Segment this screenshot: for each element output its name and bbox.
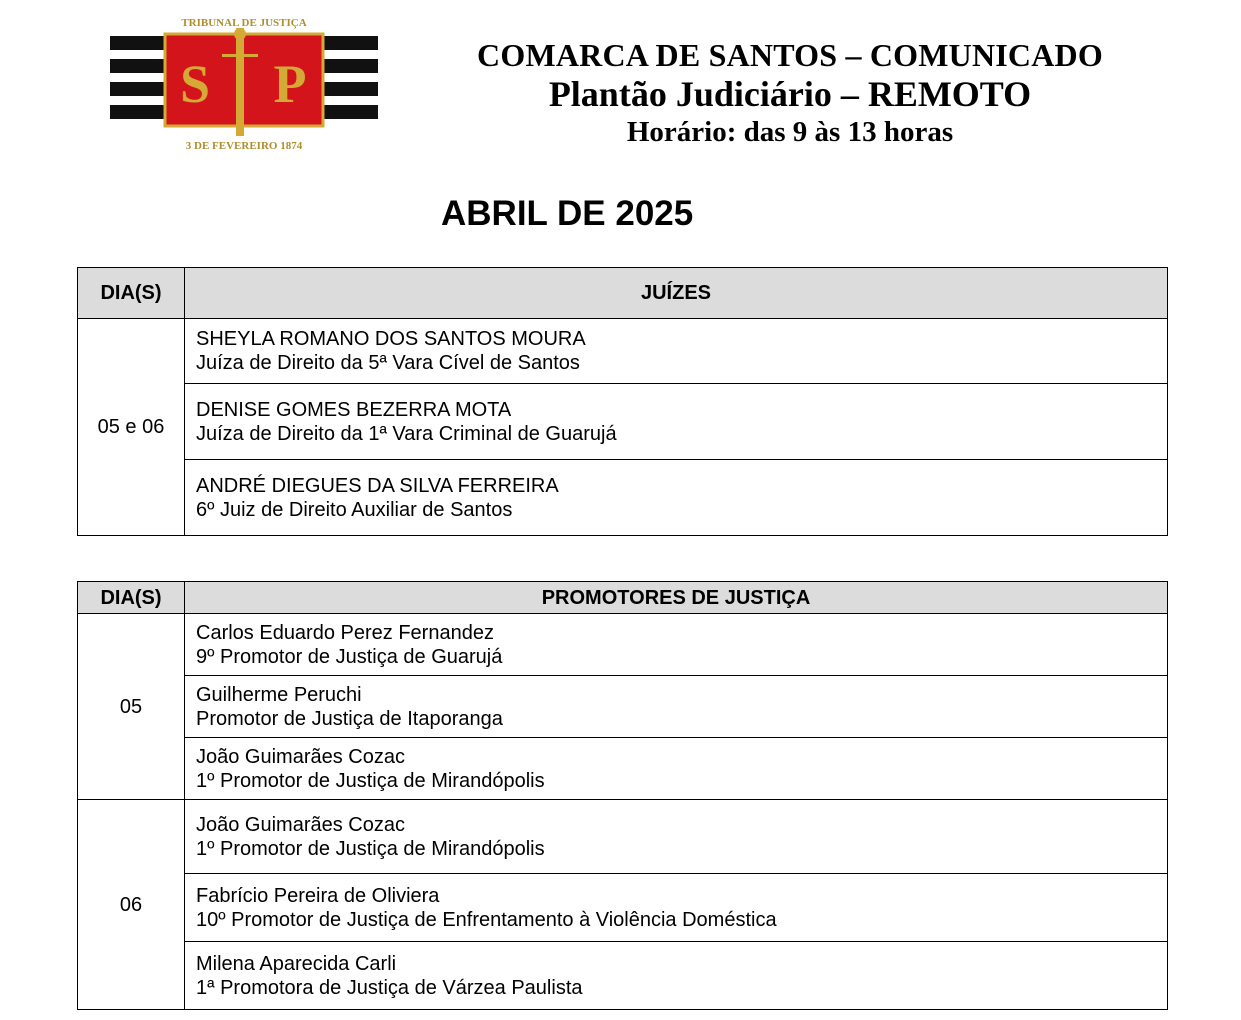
judge-role: Juíza de Direito da 5ª Vara Cível de Santos <box>196 352 580 374</box>
prosecutors-col-people: PROMOTORES DE JUSTIÇA <box>185 582 1168 614</box>
prosecutors-day-cell: 06 <box>78 800 185 1010</box>
prosecutor-name: Guilherme Peruchi <box>196 683 362 706</box>
prosecutor-cell <box>185 738 1168 800</box>
judge-cell <box>185 384 1168 460</box>
prosecutor-name: João Guimarães Cozac <box>196 745 405 768</box>
judge-cell <box>185 319 1168 384</box>
prosecutor-role: 10º Promotor de Justiça de Enfrentamento à Violência Doméstica <box>196 908 777 931</box>
table-row <box>78 738 1168 800</box>
table-row <box>78 874 1168 942</box>
table-row <box>78 614 1168 676</box>
judge-name: SHEYLA ROMANO DOS SANTOS MOURA <box>196 328 586 350</box>
tribunal-seal-icon <box>110 14 378 154</box>
prosecutors-col-day: DIA(S) <box>78 582 185 614</box>
header-subtitle: Plantão Judiciário – REMOTO <box>548 74 1032 114</box>
svg-text:3 DE FEVEREIRO 1874: 3 DE FEVEREIRO 1874 <box>185 140 303 152</box>
judge-name: DENISE GOMES BEZERRA MOTA <box>196 398 512 421</box>
page-header <box>440 36 1140 150</box>
prosecutor-cell <box>185 874 1168 942</box>
table-row <box>78 384 1168 460</box>
prosecutor-name: Carlos Eduardo Perez Fernandez <box>196 621 494 644</box>
prosecutor-role: 1º Promotor de Justiça de Mirandópolis <box>196 769 545 792</box>
tribunal-logo <box>110 14 378 154</box>
table-row <box>78 460 1168 536</box>
prosecutors-table <box>77 581 1168 1010</box>
judge-name: ANDRÉ DIEGUES DA SILVA FERREIRA <box>196 474 559 497</box>
judges-col-people: JUÍZES <box>185 268 1168 319</box>
judges-col-day: DIA(S) <box>78 268 185 319</box>
prosecutor-cell <box>185 800 1168 874</box>
prosecutor-name: Milena Aparecida Carli <box>196 952 397 975</box>
prosecutor-role: 9º Promotor de Justiça de Guarujá <box>196 645 503 668</box>
judges-day-cell: 05 e 06 <box>78 319 185 536</box>
prosecutor-role: 1º Promotor de Justiça de Mirandópolis <box>196 837 545 860</box>
prosecutor-cell <box>185 676 1168 738</box>
header-schedule: Horário: das 9 às 13 horas <box>626 116 954 148</box>
table-row <box>78 319 1168 384</box>
prosecutor-name: João Guimarães Cozac <box>196 813 405 836</box>
month-title: ABRIL DE 2025 <box>441 194 694 233</box>
table-row <box>78 676 1168 738</box>
prosecutor-name: Fabrício Pereira de Oliviera <box>196 884 440 907</box>
prosecutor-role: Promotor de Justiça de Itaporanga <box>196 707 503 730</box>
header-title: COMARCA DE SANTOS – COMUNICADO <box>477 37 1103 73</box>
judge-cell <box>185 460 1168 536</box>
prosecutor-cell <box>185 614 1168 676</box>
table-row <box>78 942 1168 1010</box>
prosecutor-role: 1ª Promotora de Justiça de Várzea Paulista <box>196 976 583 999</box>
judge-role: 6º Juiz de Direito Auxiliar de Santos <box>196 498 513 521</box>
prosecutors-day-cell: 05 <box>78 614 185 800</box>
svg-text:S: S <box>179 54 211 114</box>
judge-role: Juíza de Direito da 1ª Vara Criminal de Guarujá <box>196 422 617 445</box>
svg-text:TRIBUNAL DE JUSTIÇA: TRIBUNAL DE JUSTIÇA <box>181 17 307 29</box>
table-row <box>78 800 1168 874</box>
judges-table <box>77 267 1168 536</box>
prosecutor-cell <box>185 942 1168 1010</box>
svg-text:P: P <box>273 54 307 114</box>
